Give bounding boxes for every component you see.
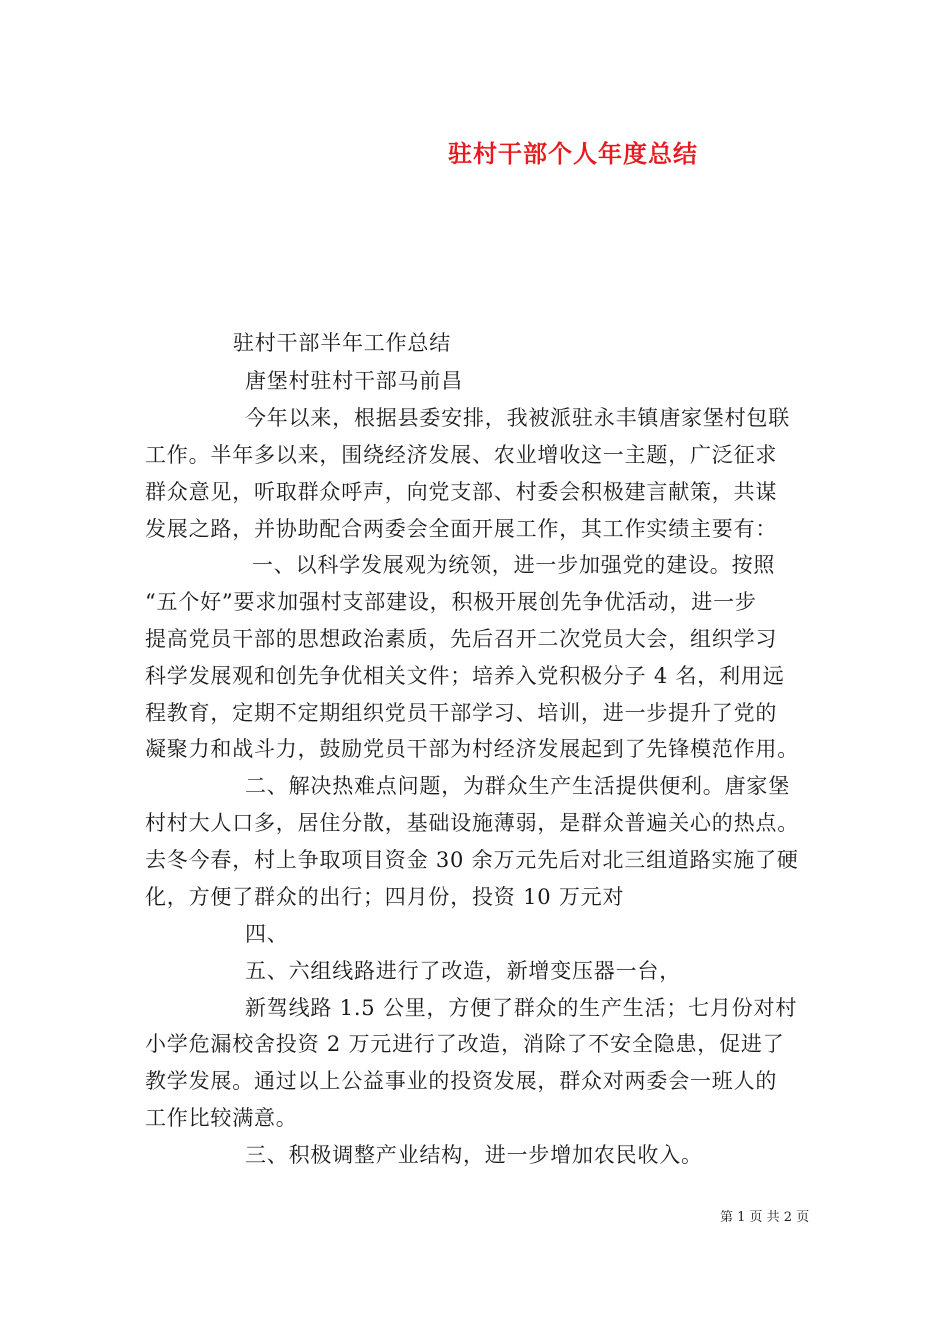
text-line: 群众意见，听取群众呼声，向党支部、村委会积极建言献策，共谋 bbox=[145, 480, 778, 504]
text-line: 五、六组线路进行了改造，新增变压器一台， bbox=[245, 959, 681, 983]
text-line: 凝聚力和战斗力，鼓励党员干部为村经济发展起到了先锋模范作用。 bbox=[145, 737, 799, 761]
text-line: 程教育，定期不定期组织党员干部学习、培训，进一步提升了党的 bbox=[145, 701, 778, 725]
text-line: 化，方便了群众的出行；四月份，投资 10 万元对 bbox=[145, 885, 625, 909]
text-line: 发展之路，并协助配合两委会全面开展工作，其工作实绩主要有： bbox=[145, 517, 778, 541]
subtitle-line: 驻村干部半年工作总结 bbox=[233, 331, 451, 355]
text-line: 小学危漏校舍投资 2 万元进行了改造，消除了不安全隐患，促进了 bbox=[145, 1032, 785, 1056]
text-line: 新驾线路 1.5 公里，方便了群众的生产生活；七月份对村 bbox=[245, 996, 798, 1020]
document-title: 驻村干部个人年度总结 bbox=[448, 140, 698, 168]
text-line: 提高党员干部的思想政治素质，先后召开二次党员大会，组织学习 bbox=[145, 627, 778, 651]
text-line: 工作。半年多以来，围绕经济发展、农业增收这一主题，广泛征求 bbox=[145, 443, 778, 467]
text-line: 科学发展观和创先争优相关文件；培养入党积极分子 4 名，利用远 bbox=[145, 664, 785, 688]
section-heading-2: 二、解决热难点问题，为群众生产生活提供便利。唐家堡 bbox=[245, 774, 790, 798]
section-heading-3: 三、积极调整产业结构，进一步增加农民收入。 bbox=[245, 1143, 703, 1167]
text-line: 去冬今春，村上争取项目资金 30 余万元先后对北三组道路实施了硬 bbox=[145, 848, 799, 872]
author-line: 唐堡村驻村干部马前昌 bbox=[245, 369, 463, 393]
text-line: 工作比较满意。 bbox=[145, 1106, 298, 1130]
section-heading-1: 一、以科学发展观为统领，进一步加强党的建设。按照 bbox=[252, 553, 776, 577]
page-footer: 第 1 页 共 2 页 bbox=[720, 1210, 810, 1225]
text-line: 教学发展。通过以上公益事业的投资发展，群众对两委会一班人的 bbox=[145, 1069, 778, 1093]
text-line: 四、 bbox=[245, 922, 289, 946]
text-line: 村村大人口多，居住分散，基础设施薄弱，是群众普遍关心的热点。 bbox=[145, 811, 799, 835]
text-line: “五个好”要求加强村支部建设，积极开展创先争优活动，进一步 bbox=[145, 590, 757, 614]
text-line: 今年以来，根据县委安排，我被派驻永丰镇唐家堡村包联 bbox=[245, 406, 790, 430]
